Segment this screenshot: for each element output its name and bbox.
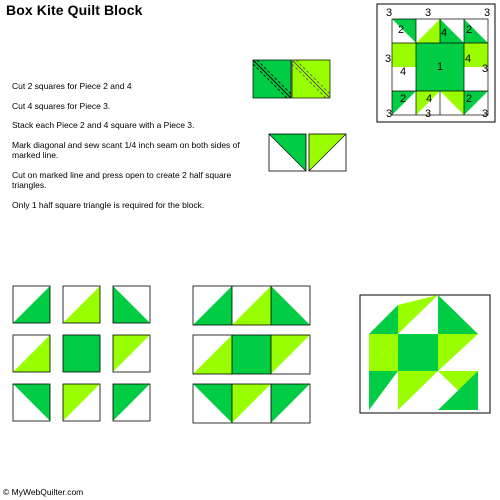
instruction-one-hst-required: Only 1 half square triangle is required for the block. xyxy=(12,200,205,210)
piece-number: 2 xyxy=(398,24,405,36)
piece-number: 3 xyxy=(482,63,489,75)
piece-number: 1 xyxy=(437,61,444,73)
instruction-cut-piece-3: Cut 4 squares for Piece 3. xyxy=(12,101,111,111)
marked-squares xyxy=(253,60,330,98)
instruction-cut-and-press: Cut on marked line and press open to create 2 half square triangles. xyxy=(12,170,232,190)
piece-number: 3 xyxy=(482,108,489,120)
piece-number: 4 xyxy=(441,27,448,39)
copyright-footer: © MyWebQuilter.com xyxy=(3,487,84,497)
piece-number: 4 xyxy=(400,66,407,78)
page-title: Box Kite Quilt Block xyxy=(6,2,143,18)
instruction-stack-squares: Stack each Piece 2 and 4 square with a Piece 3. xyxy=(12,120,195,130)
piece-number: 3 xyxy=(385,53,392,65)
instruction-mark-and-sew: Mark diagonal and sew scant 1/4 inch seam on both sides of marked line. xyxy=(12,140,240,160)
labeled-block-diagram xyxy=(377,4,495,122)
piece-number: 3 xyxy=(386,108,393,120)
instruction-cut-pieces-2-4: Cut 2 squares for Piece 2 and 4 xyxy=(12,81,132,91)
piece-number: 2 xyxy=(466,93,473,105)
piece-number: 4 xyxy=(465,53,472,65)
joined-rows-layout xyxy=(193,286,310,423)
piece-number: 3 xyxy=(425,108,432,120)
pressed-half-square-triangles xyxy=(269,134,346,171)
piece-number: 2 xyxy=(400,93,407,105)
exploded-layout xyxy=(13,286,150,421)
finished-block xyxy=(360,295,490,413)
piece-number: 2 xyxy=(466,24,473,36)
piece-number: 4 xyxy=(426,93,433,105)
piece-number: 3 xyxy=(386,7,393,19)
piece-number: 3 xyxy=(425,7,432,19)
piece-number: 3 xyxy=(484,7,491,19)
